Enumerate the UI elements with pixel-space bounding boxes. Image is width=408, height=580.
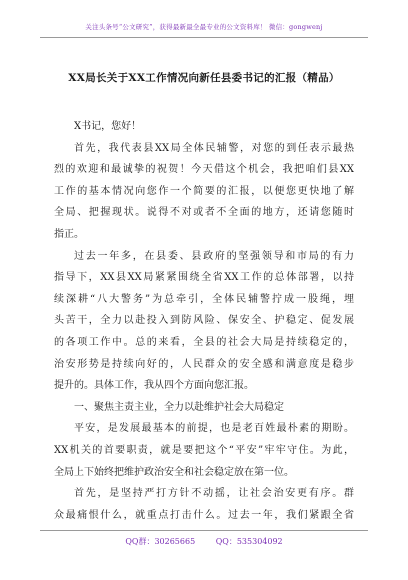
footer-divider (40, 530, 368, 531)
header-divider (40, 37, 368, 38)
document-title: XX局长关于XX工作情况向新任县委书记的汇报（精品） (68, 72, 340, 84)
body-line: 全局、把握现状。说得不对或者不全面的地方，还请您随时 (54, 207, 354, 219)
body-line: 全局上下始终把维护政治安全和社会稳定放在第一位。 (54, 466, 294, 478)
body-line: 治安形势是持续向好的，人民群众的安全感和满意度是稳步 (54, 358, 354, 370)
body-line: 首先，我代表县XX局全体民辅警，对您的到任表示最热 (74, 142, 354, 154)
body-line: 首先，是坚持严打方针不动摇，让社会治安更有序。群 (74, 488, 354, 500)
body-line: 指导下，XX县XX局紧紧围绕全省XX工作的总体部署，以持 (54, 272, 354, 284)
body-line: 工作的基本情况向您作一个简要的汇报，以便您更快地了解 (54, 185, 354, 197)
body-line: 提升的。具体工作，我从四个方面向您汇报。 (54, 380, 254, 392)
body-line: 平安，是发展最基本的前提，也是老百姓最朴素的期盼。 (74, 423, 354, 435)
body-line: 指正。 (54, 228, 84, 240)
document-body (54, 116, 354, 526)
body-line: XX机关的首要职责，就是要把这个“平安”牢牢守住。为此， (54, 444, 354, 456)
body-line: 过去一年多，在县委、县政府的坚强领导和市局的有力 (74, 250, 354, 262)
header-banner: 关注头条号“公文研究”，获得最新最全最专业的公文资料库！ 微信：gongwenj (85, 23, 323, 31)
footer-qq: QQ：535304092 (215, 537, 283, 546)
body-line: 众最痛恨什么，就重点打击什么。过去一年，我们紧跟全省 (54, 509, 354, 521)
body-line: X书记，您好！ (74, 121, 142, 132)
body-line: 续深耕“八大警务”为总牵引，全体民辅警拧成一股绳，埋 (54, 293, 354, 305)
body-line: 的各项工作中。总的来看，全县的社会大局是持续稳定的， (54, 336, 354, 348)
section-heading: 一、聚焦主责主业，全力以赴维护社会大局稳定 (74, 401, 284, 413)
footer-qq-group: QQ群：30265665 (125, 537, 196, 546)
body-line: 头苦干，全力以赴投入到防风险、保安全、护稳定、促发展 (54, 315, 354, 327)
footer-contact (40, 536, 368, 547)
body-line: 烈的欢迎和最诚挚的祝贺！今天借这个机会，我把咱们县XX (54, 164, 354, 176)
